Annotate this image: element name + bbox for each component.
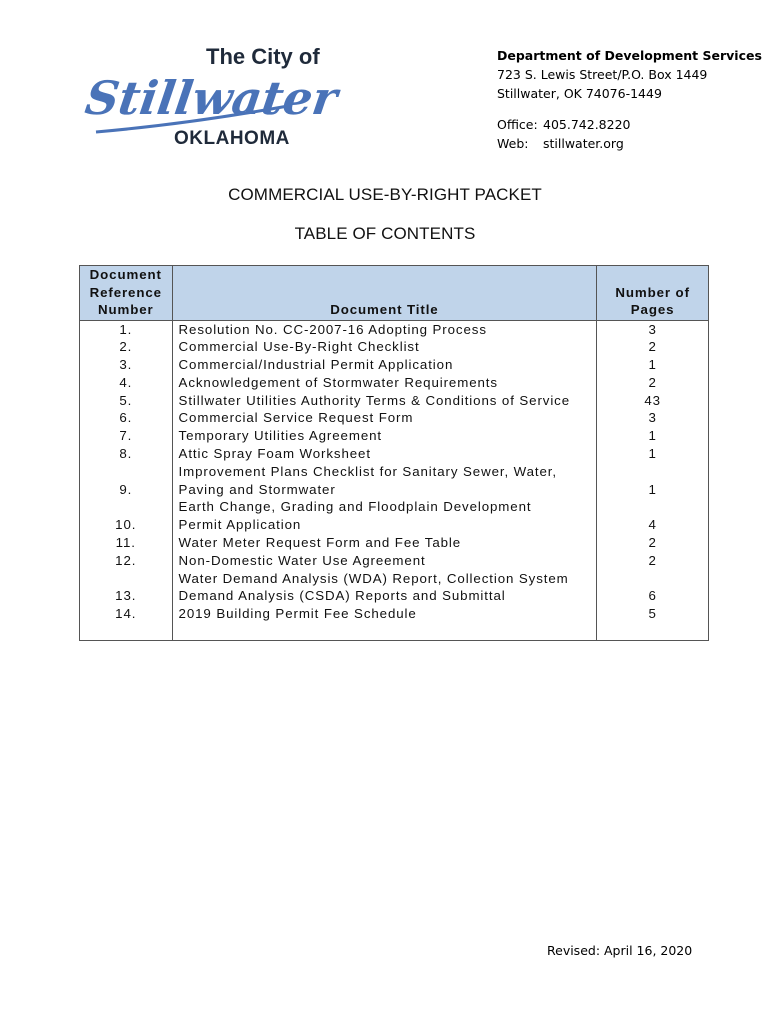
table-row — [80, 320, 709, 338]
department-name: Department of Development Services — [497, 48, 762, 63]
table-row — [80, 534, 709, 552]
row-title-line: Non-Domestic Water Use Agreement — [178, 552, 426, 568]
row-document-title — [172, 374, 597, 392]
row-title-line: Acknowledgement of Stormwater Requirements — [178, 374, 498, 390]
header-reference-number: Document Reference Number — [80, 266, 173, 321]
row-page-count: 2 — [597, 534, 709, 552]
table-row — [80, 392, 709, 410]
row-title-line: Commercial Use-By-Right Checklist — [178, 339, 420, 355]
row-document-title — [172, 338, 597, 356]
table-row-empty — [80, 623, 709, 641]
row-page-count: 6 — [597, 570, 709, 606]
row-page-count: 2 — [597, 374, 709, 392]
row-title-line: Water Demand Analysis (WDA) Report, Collection System — [178, 570, 569, 586]
row-document-title — [172, 445, 597, 463]
row-document-title — [172, 570, 597, 606]
header-number-of-pages: Number of Pages — [597, 266, 709, 321]
table-row — [80, 374, 709, 392]
table-row — [80, 445, 709, 463]
row-document-title — [172, 605, 597, 623]
row-reference-number: 4. — [80, 374, 173, 392]
row-document-title — [172, 463, 597, 499]
row-title-line: Resolution No. CC-2007-16 Adopting Process — [178, 321, 487, 337]
row-title-line: Demand Analysis (CSDA) Reports and Submittal — [178, 588, 506, 604]
row-page-count: 3 — [597, 320, 709, 338]
empty-cell — [80, 623, 173, 641]
table-row — [80, 463, 709, 499]
row-reference-number: 13. — [80, 570, 173, 606]
row-reference-number: 14. — [80, 605, 173, 623]
row-reference-number: 1. — [80, 320, 173, 338]
row-title-line: Improvement Plans Checklist for Sanitary Sewer, Water, — [178, 463, 557, 479]
empty-cell — [597, 623, 709, 641]
toc-title: TABLE OF CONTENTS — [294, 224, 476, 243]
table-row — [80, 356, 709, 374]
office-label: Office: — [497, 117, 538, 132]
row-title-line: Earth Change, Grading and Floodplain Development — [178, 499, 532, 515]
table-row — [80, 552, 709, 570]
row-document-title — [172, 534, 597, 552]
web-line — [497, 134, 762, 153]
row-title-line: Attic Spray Foam Worksheet — [178, 446, 371, 462]
row-document-title — [172, 356, 597, 374]
table-row — [80, 427, 709, 445]
row-document-title — [172, 498, 597, 534]
row-page-count: 2 — [597, 338, 709, 356]
logo-line-2: Stillwater — [82, 71, 341, 125]
row-reference-number: 2. — [80, 338, 173, 356]
city-logo-graphic — [82, 40, 341, 150]
office-phone: 405.742.8220 — [543, 117, 631, 132]
table-body — [80, 320, 709, 641]
office-line — [497, 115, 762, 134]
row-document-title — [172, 392, 597, 410]
row-title-line: Commercial Service Request Form — [178, 410, 414, 426]
row-title-line: Stillwater Utilities Authority Terms & Conditions of Service — [178, 392, 571, 408]
row-document-title — [172, 552, 597, 570]
row-page-count: 1 — [597, 356, 709, 374]
header-document-title: Document Title — [172, 266, 597, 321]
row-document-title — [172, 320, 597, 338]
row-reference-number: 6. — [80, 409, 173, 427]
row-page-count: 5 — [597, 605, 709, 623]
row-reference-number: 11. — [80, 534, 173, 552]
row-reference-number: 9. — [80, 463, 173, 499]
row-page-count: 1 — [597, 445, 709, 463]
table-row — [80, 570, 709, 606]
table-header-row — [80, 266, 709, 321]
row-page-count: 43 — [597, 392, 709, 410]
row-page-count: 2 — [597, 552, 709, 570]
department-address-2: Stillwater, OK 74076-1449 — [497, 86, 662, 101]
row-reference-number: 10. — [80, 498, 173, 534]
web-address[interactable]: stillwater.org — [543, 136, 624, 151]
row-title-line: Paving and Stormwater — [178, 481, 336, 497]
logo-line-1: The City of — [206, 44, 320, 69]
row-reference-number: 5. — [80, 392, 173, 410]
row-title-line: 2019 Building Permit Fee Schedule — [178, 606, 417, 622]
row-reference-number: 12. — [80, 552, 173, 570]
empty-cell — [172, 623, 597, 641]
table-row — [80, 605, 709, 623]
row-reference-number: 3. — [80, 356, 173, 374]
row-document-title — [172, 409, 597, 427]
department-address-1: 723 S. Lewis Street/P.O. Box 1449 — [497, 67, 708, 82]
row-reference-number: 8. — [80, 445, 173, 463]
table-of-contents — [79, 265, 709, 641]
row-document-title — [172, 427, 597, 445]
table-row — [80, 498, 709, 534]
row-title-line: Permit Application — [178, 517, 302, 533]
row-reference-number: 7. — [80, 427, 173, 445]
row-title-line: Temporary Utilities Agreement — [178, 428, 383, 444]
row-title-line: Water Meter Request Form and Fee Table — [178, 535, 462, 551]
logo-line-3: OKLAHOMA — [174, 128, 290, 149]
row-page-count: 4 — [597, 498, 709, 534]
table-row — [80, 338, 709, 356]
row-page-count: 1 — [597, 463, 709, 499]
web-label: Web: — [497, 136, 529, 151]
row-page-count: 3 — [597, 409, 709, 427]
table-row — [80, 409, 709, 427]
department-info — [497, 46, 762, 153]
city-logo — [82, 40, 341, 150]
revised-date: Revised: April 16, 2020 — [547, 943, 693, 958]
row-page-count: 1 — [597, 427, 709, 445]
spacer — [497, 103, 762, 115]
packet-title: COMMERCIAL USE-BY-RIGHT PACKET — [228, 185, 542, 204]
row-title-line: Commercial/Industrial Permit Application — [178, 357, 454, 373]
